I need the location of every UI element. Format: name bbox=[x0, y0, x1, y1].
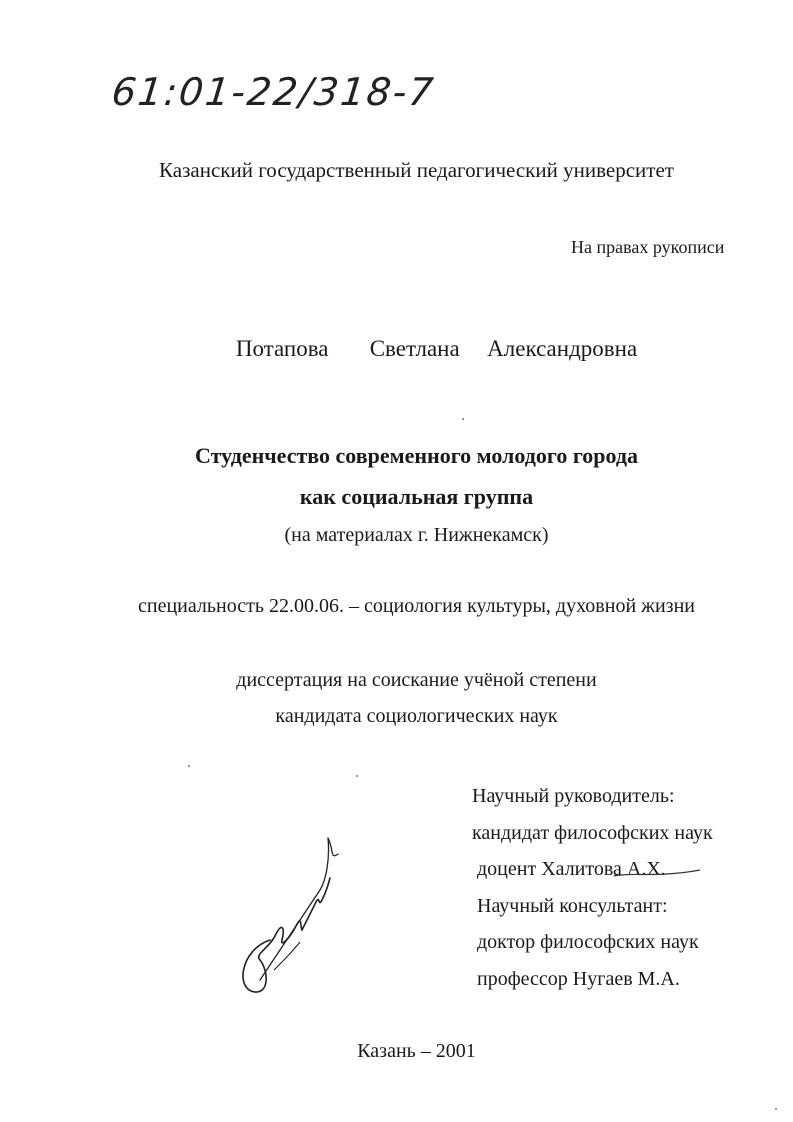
scan-speck bbox=[188, 765, 190, 767]
scan-speck bbox=[462, 418, 464, 420]
advisors-block bbox=[472, 778, 713, 997]
scan-speck bbox=[356, 775, 358, 777]
specialty-line: специальность 22.00.06. – социология культуры, духовной жизни bbox=[138, 595, 695, 617]
university-name: Казанский государственный педагогический университет bbox=[159, 158, 674, 182]
scan-speck bbox=[775, 1108, 777, 1110]
consultant-label: Научный консультант: bbox=[477, 894, 668, 917]
city-and-year: Казань – 2001 bbox=[357, 1040, 476, 1062]
author-name: Потапова Светлана Александровна bbox=[235, 336, 638, 361]
supervisor-name: доцент Халитова А.Х. bbox=[477, 858, 666, 880]
dissertation-title-line-1: Студенчество современного молодого города bbox=[194, 443, 639, 468]
handwritten-signature bbox=[230, 830, 350, 1000]
manuscript-rights-note: На правах рукописи bbox=[571, 237, 725, 257]
consultant-name: профессор Нугаев М.А. bbox=[477, 967, 680, 990]
consultant-degree: доктор философских наук bbox=[477, 931, 699, 953]
degree-line-2: кандидата социологических наук bbox=[275, 705, 558, 727]
supervisor-label: Научный руководитель: bbox=[472, 785, 675, 807]
supervisor-degree: кандидат философских наук bbox=[472, 821, 713, 844]
strike-mark bbox=[612, 864, 702, 884]
dissertation-title-line-2: как социальная группа bbox=[299, 484, 534, 509]
handwritten-catalog-code: 61:01-22/318-7 bbox=[109, 70, 438, 114]
dissertation-subtitle: (на материалах г. Нижнекамск) bbox=[284, 524, 549, 546]
degree-line-1: диссертация на соискание учёной степени bbox=[236, 669, 597, 691]
